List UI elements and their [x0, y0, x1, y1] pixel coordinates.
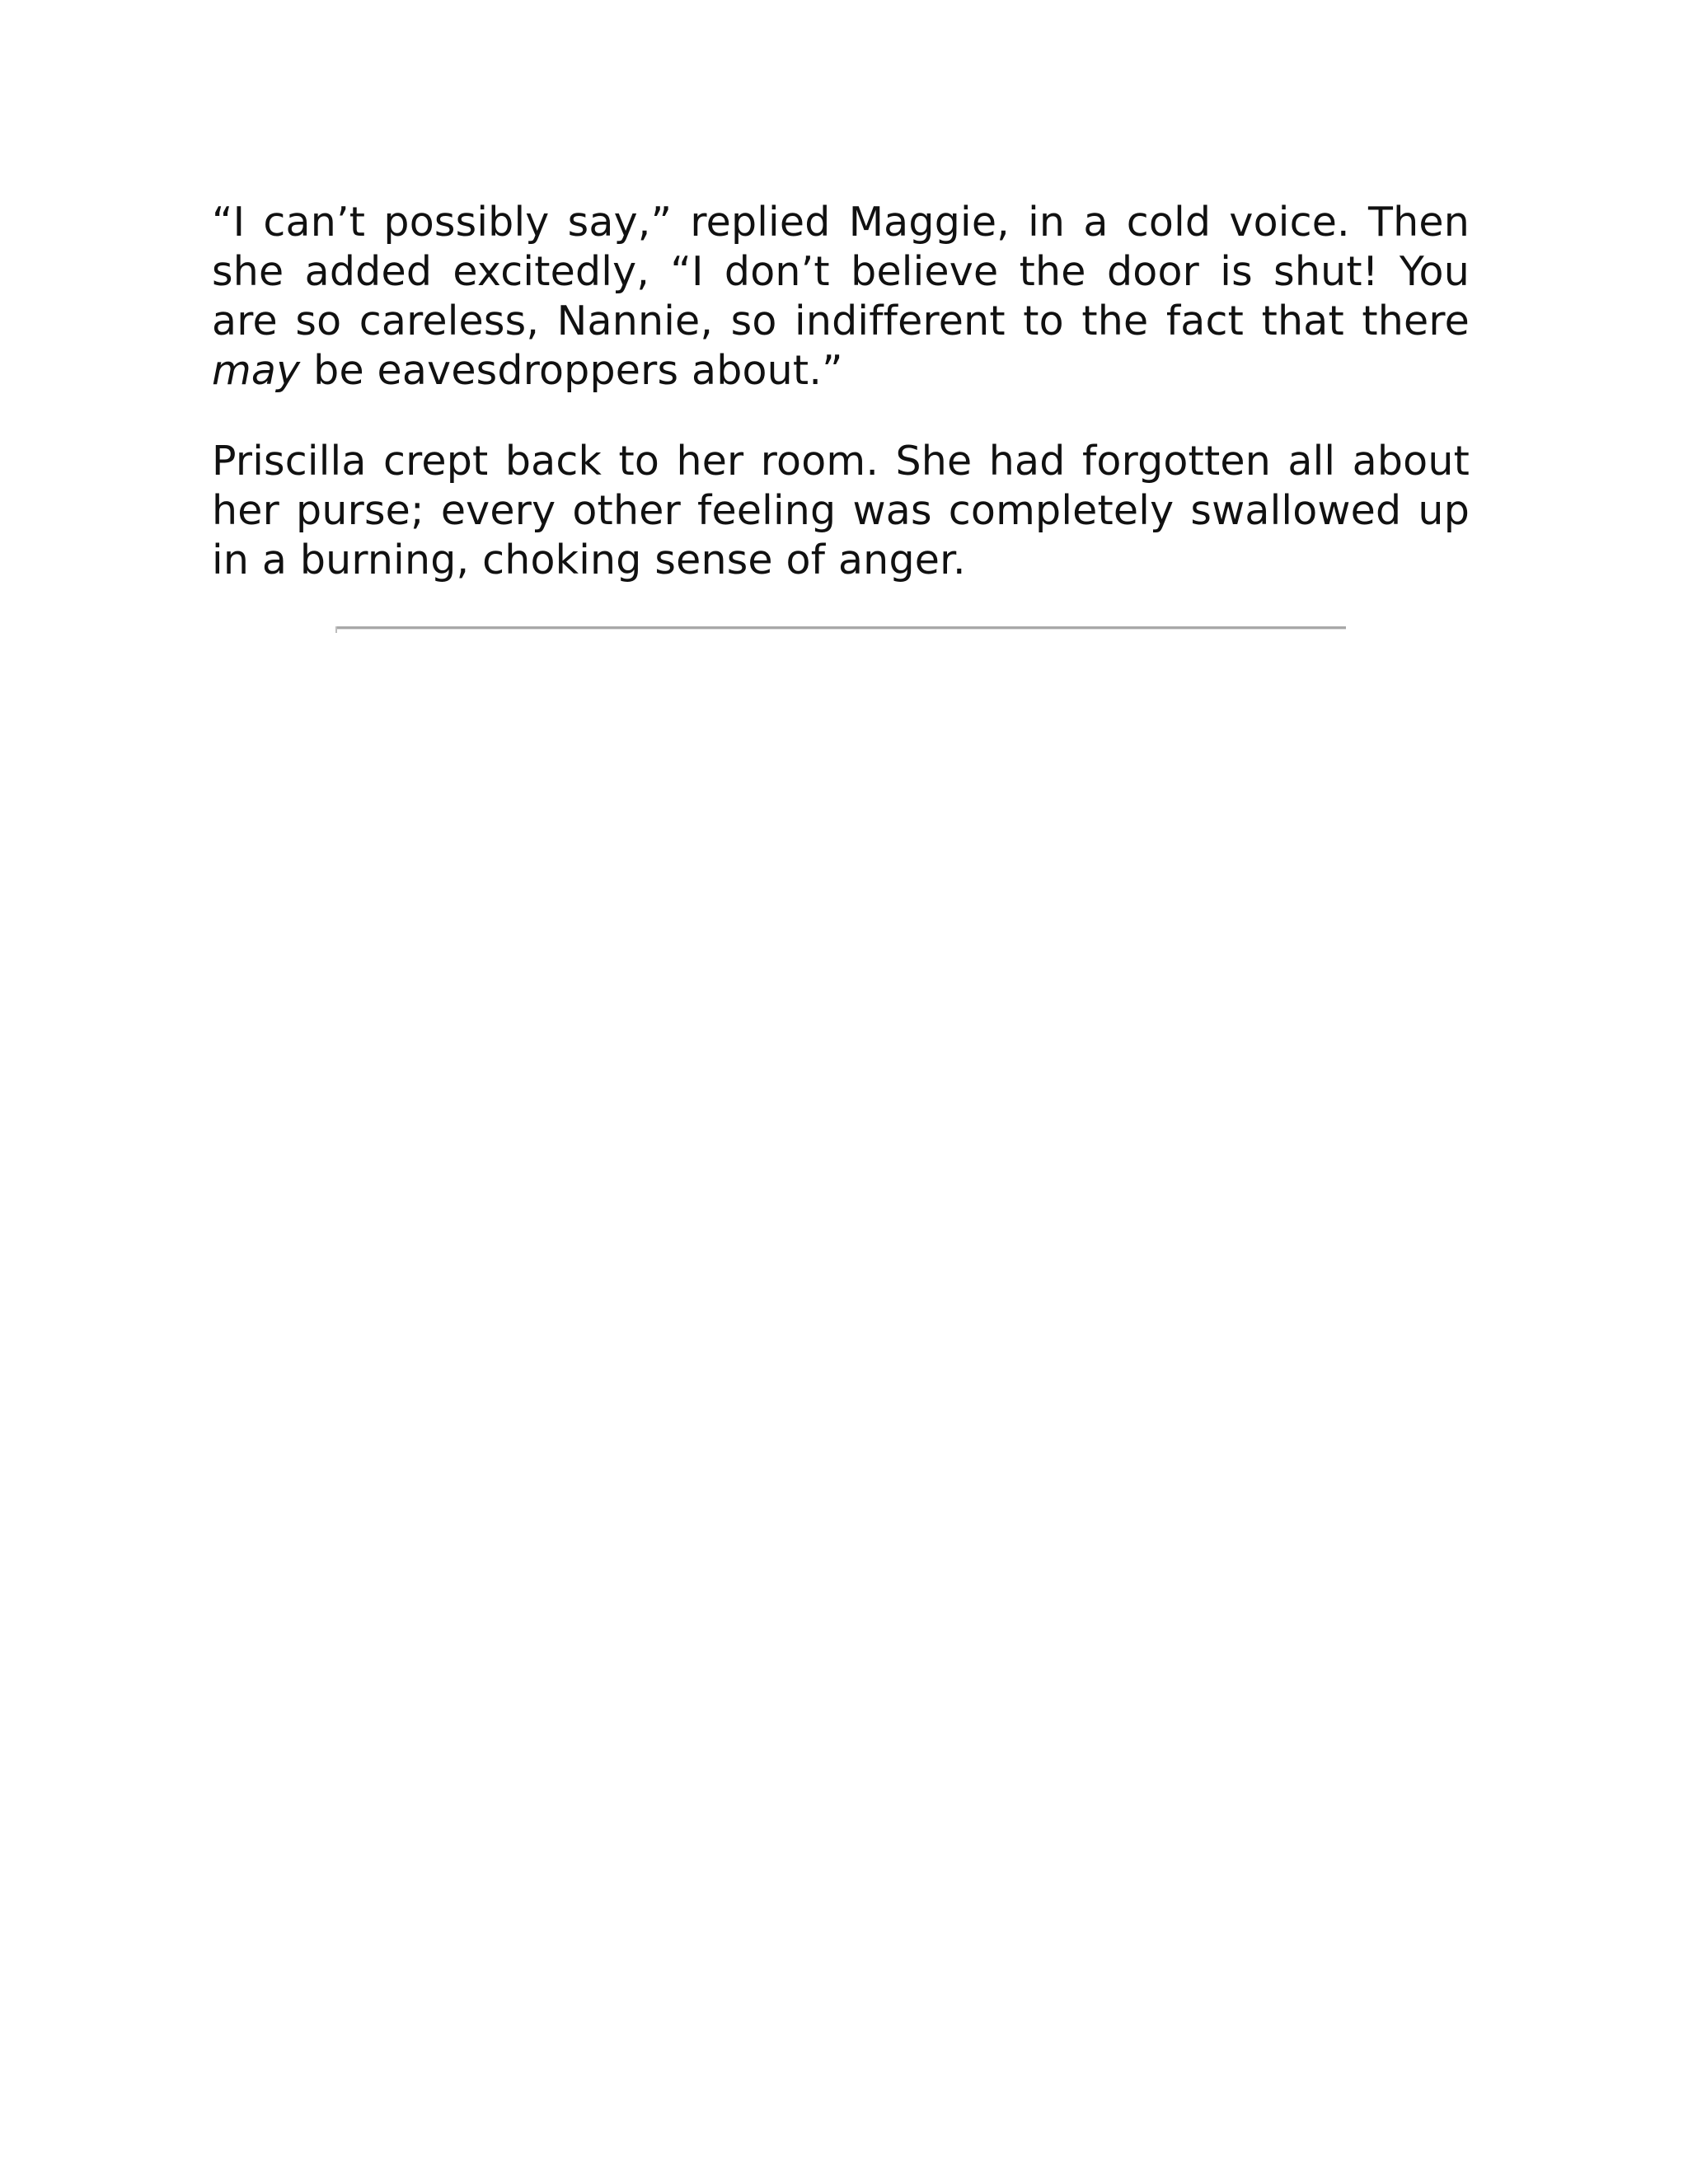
document-page: [212, 198, 1470, 585]
paragraph-1-text-after: be eavesdroppers about.”: [300, 347, 843, 394]
paragraph-2: Priscilla crept back to her room. She had forgotten all about her purse; every other feeling was completely swallowed up in a burning, choking sense of anger.: [212, 438, 1470, 583]
paragraph-1-emphasis: may: [212, 347, 301, 394]
section-divider: [335, 626, 1346, 630]
paragraph-1: [212, 198, 1470, 396]
paragraph-1-text-before: “I can’t possibly say,” replied Maggie, in a cold voice. Then she added excitedly, “I don’t believe the door is shut! You are so careless, Nannie, so indifferent to the fact that there: [212, 199, 1470, 344]
